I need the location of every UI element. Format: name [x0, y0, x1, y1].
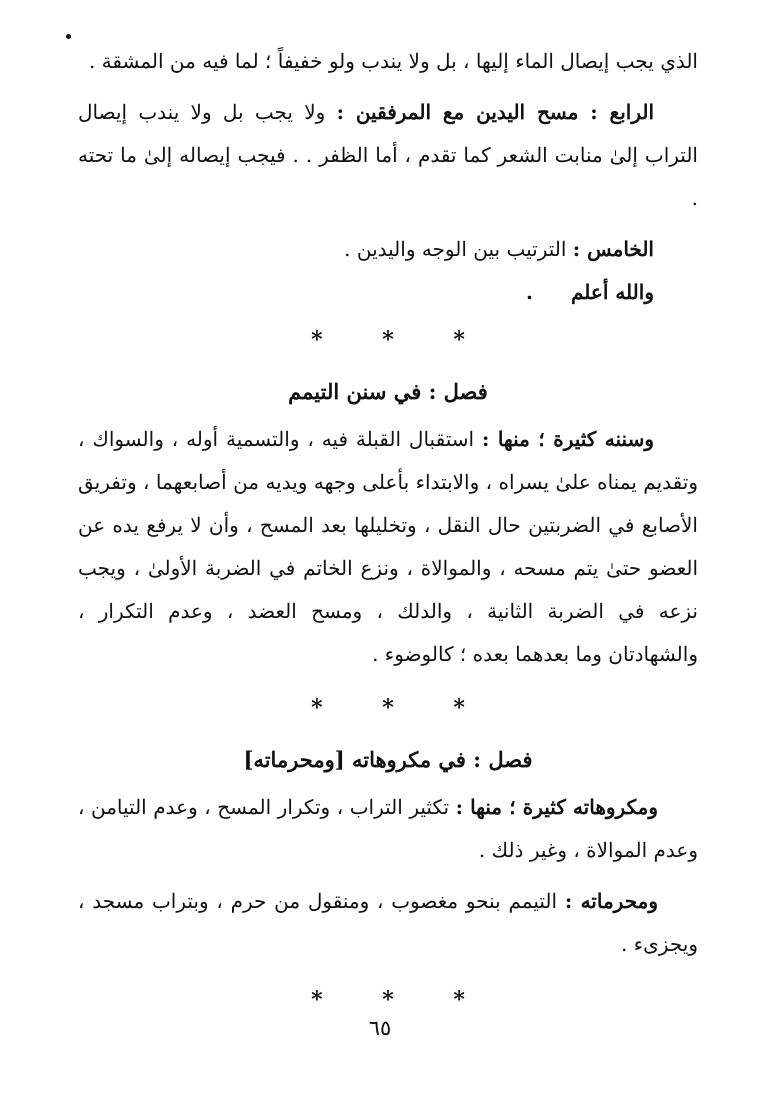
closing-text: والله أعلم [570, 280, 654, 304]
closing-dot: . [525, 280, 533, 304]
stray-mark [66, 34, 71, 39]
section-divider: * * * [311, 327, 491, 353]
page-body [78, 40, 698, 1030]
closing-line [78, 271, 698, 314]
section-heading-makruhat: فصل : في مكروهاته [ومحرماته] [243, 747, 533, 772]
section-heading-sunan: فصل : في سنن التيمم [288, 379, 488, 404]
paragraph-text: الترتيب بين الوجه واليدين . [344, 237, 573, 261]
paragraph-label: وسننه كثيرة ؛ منها : [481, 427, 655, 451]
paragraph-fifth [78, 228, 698, 271]
paragraph-muharramat [78, 880, 698, 966]
paragraph-label: الخامس : [572, 237, 654, 261]
paragraph-text: تكثير التراب ، وتكرار المسح ، وعدم التيامن ، وعدم الموالاة ، وغير ذلك . [78, 795, 698, 862]
paragraph-sunan [78, 418, 698, 676]
paragraph-fourth [78, 91, 698, 220]
paragraph-label: الرابع : مسح اليدين مع المرفقين : [336, 100, 655, 124]
section-divider: * * * [311, 987, 491, 1013]
paragraph-continuation [78, 40, 698, 83]
paragraph-text: التيمم بنحو مغصوب ، ومنقول من حرم ، وبتراب مسجد ، ويجزىء . [78, 889, 698, 956]
section-divider: * * * [311, 695, 491, 721]
paragraph-label: ومحرماته : [564, 889, 658, 913]
paragraph-text: الذي يجب إيصال الماء إليها ، بل ولا يندب ولو خفيفاً ؛ لما فيه من المشقة . [88, 49, 698, 73]
page-number: ٦٥ [368, 1016, 392, 1040]
paragraph-text: ولا يجب بل ولا يندب إيصال التراب إلىٰ منابت الشعر كما تقدم ، أما الظفر . . فيجب إيصاله إلىٰ ما تحته . [78, 100, 698, 210]
paragraph-makruhat [78, 786, 698, 872]
paragraph-text: استقبال القبلة فيه ، والتسمية أوله ، والسواك ، وتقديم يمناه علىٰ يسراه ، والابتداء بأعلى وجهه ويديه من أصابعهما ، وتفريق الأصابع في الضربتين حال النقل ، وتخليلها بعد المسح ، وأن لا يرفع يده عن العضو حتىٰ يتم مسحه ، والموالاة ، ونزع الخاتم في الضربة الأولىٰ ، ويجب نزعه في الضربة الثانية ، والدلك ، ومسح العضد ، وعدم التكرار ، والشهادتان وما بعدهما بعده ؛ كالوضوء . [78, 427, 698, 666]
paragraph-label: ومكروهاته كثيرة ؛ منها : [455, 795, 658, 819]
